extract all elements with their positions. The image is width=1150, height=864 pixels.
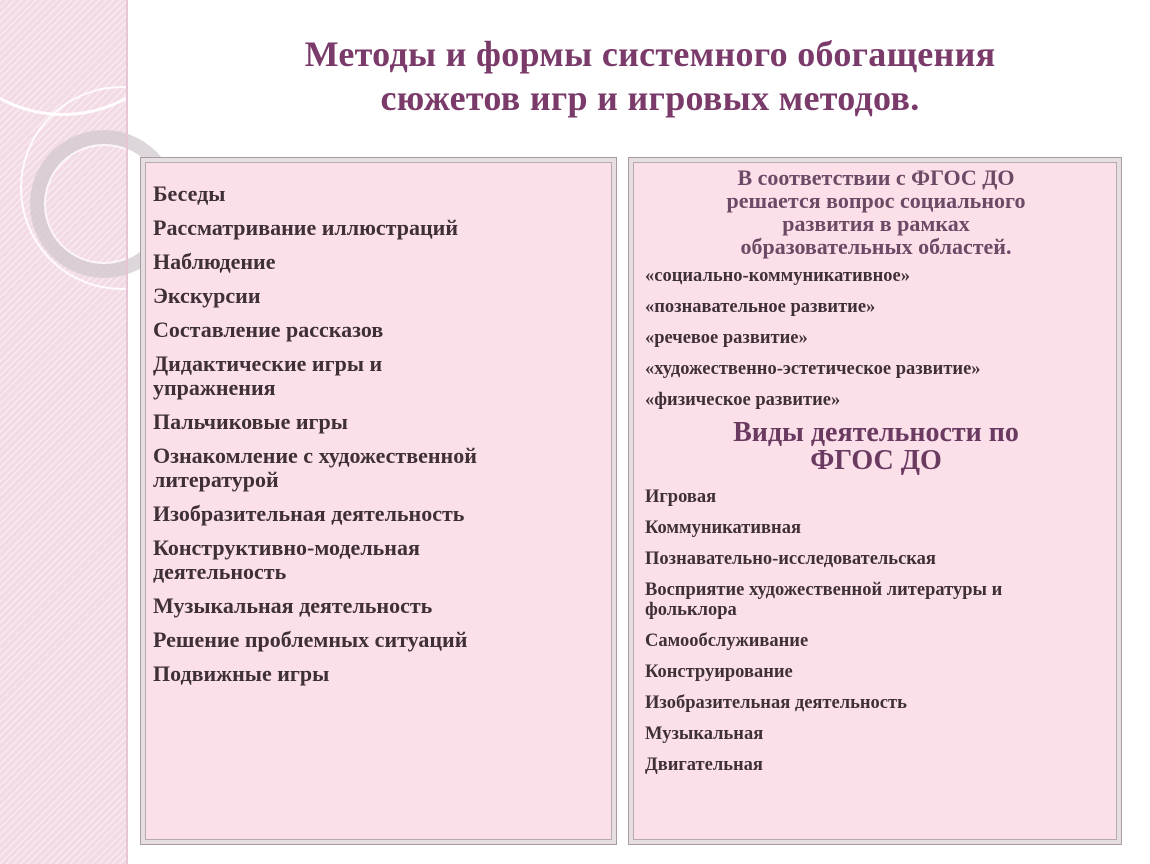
activities-heading-line: Виды деятельности по [733, 417, 1019, 448]
list-item: Восприятие художественной литературы и фольклора [645, 580, 1003, 620]
decorative-band-edge [126, 0, 128, 864]
list-item: Игровая [645, 487, 717, 507]
methods-list [153, 182, 613, 696]
list-item: «речевое развитие» [645, 328, 808, 348]
fgos-intro [645, 166, 1107, 258]
fgos-intro-line: решается вопрос социального [726, 188, 1026, 213]
list-item: Подвижные игры [153, 661, 330, 686]
list-item: Беседы [153, 181, 226, 206]
list-item: Двигательная [645, 755, 763, 775]
list-item: Коммуникативная [645, 518, 801, 538]
list-item: Познавательно-исследовательская [645, 549, 936, 569]
list-item: Музыкальная деятельность [153, 593, 433, 618]
fgos-intro-line: В соответствии с ФГОС ДО [737, 165, 1015, 190]
list-item: Пальчиковые игры [153, 409, 348, 434]
list-item: «познавательное развитие» [645, 297, 876, 317]
list-item: Дидактические игры и упражнения [153, 351, 383, 400]
slide-title-line: Методы и формы системного обогащения [304, 34, 996, 74]
fgos-intro-line: образовательных областей. [740, 234, 1012, 259]
list-item: Самообслуживание [645, 631, 809, 651]
list-item: Экскурсии [153, 283, 261, 308]
list-item: Конструирование [645, 662, 793, 682]
activities-heading-line: ФГОС ДО [810, 445, 942, 476]
list-item: «социально-коммуникативное» [645, 266, 911, 286]
list-item: Составление рассказов [153, 317, 384, 342]
list-item: Конструктивно-модельная деятельность [153, 535, 420, 584]
fgos-column [645, 166, 1107, 786]
list-item: Музыкальная [645, 724, 764, 744]
list-item: Наблюдение [153, 249, 276, 274]
educational-areas-list [645, 266, 1107, 410]
fgos-intro-line: развития в рамках [782, 211, 970, 236]
list-item: Ознакомление с художественной литературой [153, 443, 477, 492]
list-item: «художественно-эстетическое развитие» [645, 359, 981, 379]
list-item: Решение проблемных ситуаций [153, 627, 468, 652]
list-item: «физическое развитие» [645, 390, 841, 410]
slide-title-line: сюжетов игр и игровых методов. [380, 78, 920, 118]
slide-title [150, 32, 1150, 120]
activities-list [645, 487, 1107, 775]
list-item: Изобразительная деятельность [645, 693, 907, 713]
list-item: Изобразительная деятельность [153, 501, 465, 526]
activities-heading [645, 419, 1107, 475]
list-item: Рассматривание иллюстраций [153, 215, 458, 240]
